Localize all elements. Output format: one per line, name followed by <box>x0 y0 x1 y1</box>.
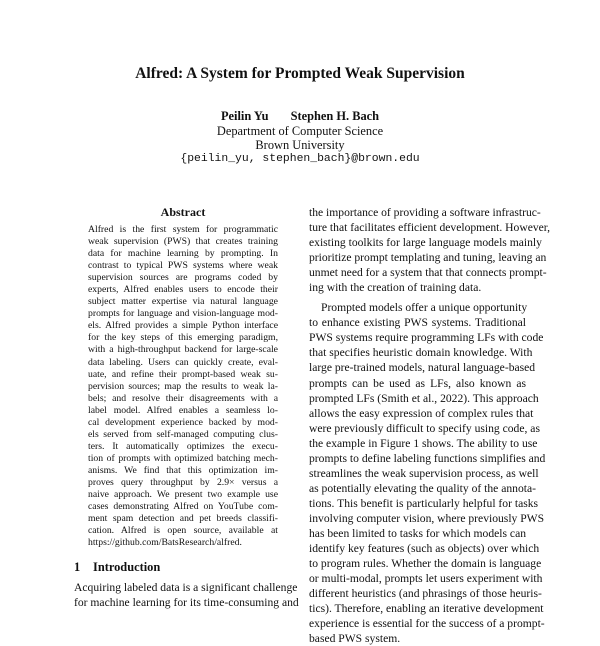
body-line: prompts can be used as LFs, also known as <box>309 376 526 390</box>
section-number: 1 <box>74 560 81 574</box>
section-title: Introduction <box>93 560 161 574</box>
body-paragraph <box>309 300 546 646</box>
body-line: experience is essential for the success of a prompt- <box>309 617 545 631</box>
body-paragraph <box>309 205 551 295</box>
body-line: unmet need for a system that that connects prompt- <box>309 266 547 280</box>
abstract-line: experts, Alfred enables users to encode their <box>88 284 278 296</box>
abstract-line: label model. Alfred enables a seamless lo- <box>88 404 278 416</box>
abstract-line[interactable]: https://github.com/BatsResearch/alfred. <box>88 537 242 549</box>
body-line: Prompted models offer a unique opportunity <box>321 301 528 315</box>
author-name: Stephen H. Bach <box>290 109 380 123</box>
body-line: involving computer vision, where previously PWS <box>309 511 545 525</box>
abstract-line: data labeling. Users can quickly create, eval- <box>88 356 278 368</box>
abstract-line: uate, and refine their prompt-based weak su- <box>88 368 278 380</box>
body-line: or multi-modal, prompts let users experiment with <box>309 572 543 586</box>
paper-title: Alfred: A System for Prompted Weak Supervision <box>135 65 465 82</box>
abstract-line: cal development experience backed by mod- <box>88 416 278 428</box>
abstract-heading: Abstract <box>160 205 206 219</box>
author-list <box>0 109 600 124</box>
body-line: tions. This benefit is particularly helpful for tasks <box>309 496 539 510</box>
abstract-line: for the key steps of this emerging paradigm, <box>88 332 278 344</box>
body-line: the importance of providing a software infrastruc- <box>309 206 541 219</box>
abstract-line: ters. It automatically optimizes the execu- <box>88 440 278 452</box>
body-line: based PWS system. <box>309 632 401 646</box>
body-line: were previously difficult to specify using code, as <box>309 421 540 435</box>
body-line: tics). Therefore, enabling an iterative development <box>309 602 544 616</box>
abstract-line: cases demonstrating Alfred on YouTube com- <box>88 501 278 513</box>
abstract-line: proves query throughput by 2.9× versus a <box>88 476 278 488</box>
introduction-right-column <box>309 205 551 646</box>
abstract-line: Alfred is the first system for programmatic <box>88 224 278 235</box>
abstract-line: cation. Alfred is open source, available at <box>88 525 278 537</box>
body-line: prioritize prompt templating and tuning, leaving an <box>309 251 547 265</box>
body-line: has been limited to tasks for which models can <box>309 526 527 540</box>
body-line: PWS systems require programming LFs with code <box>309 331 544 345</box>
section-heading-introduction <box>74 560 160 575</box>
abstract-line: subject matter expertise via natural language <box>88 296 278 308</box>
introduction-left-column <box>74 580 299 610</box>
body-line: for machine learning for its time-consuming and <box>74 596 299 610</box>
body-line: identify key features (such as objects) over which <box>309 542 540 556</box>
body-line: different heuristics (and phrasings of those heuris- <box>309 587 542 601</box>
body-line: Acquiring labeled data is a significant challenge <box>74 581 298 594</box>
body-line: streamlines the weak supervision process, as well <box>309 466 539 480</box>
abstract-line: pervision sources; map the results to weak la- <box>88 380 278 392</box>
author-email: {peilin_yu, stephen_bach}@brown.edu <box>180 153 420 165</box>
abstract-line: prompts for language and vision-language mod- <box>88 308 278 320</box>
body-line: allows the easy expression of complex rules that <box>309 406 534 420</box>
body-line: prompted LFs (Smith et al., 2022). This approach <box>309 391 539 405</box>
abstract-line: with a high-throughput backend for large-scale <box>88 344 278 356</box>
abstract-line: weak supervision (PWS) that creates training <box>88 236 278 248</box>
abstract-line: tion of prompts with optimized batching mech- <box>88 452 278 464</box>
abstract-body <box>88 224 278 549</box>
abstract-line: els. Alfred provides a simple Python interface <box>88 320 278 332</box>
abstract-line: bels; and resolve their disagreements with a <box>88 392 278 404</box>
body-line: to program rules. Whether the domain is language <box>309 557 542 571</box>
body-line: existing toolkits for large language models mainly <box>309 236 542 250</box>
body-line: that specifies heuristic domain knowledge. With <box>309 346 533 360</box>
abstract-line: anisms. We find that this optimization im- <box>88 464 278 476</box>
abstract-line: contrast to typical PWS systems where weak <box>88 260 278 272</box>
body-line: as potentially elevating the quality of the annota- <box>309 481 536 495</box>
body-line: large pre-trained models, natural language-based <box>309 361 536 375</box>
body-line: ing with the creation of training data. <box>309 281 482 295</box>
author-name: Peilin Yu <box>220 109 269 123</box>
author-department: Department of Computer Science <box>216 124 384 138</box>
body-line: prompts to define labeling functions simplifies and <box>309 451 546 465</box>
body-line: the example in Figure 1 shows. The ability to use <box>309 436 538 450</box>
abstract-line: ment spam detection and pet breeds classifi- <box>88 513 278 525</box>
abstract-line: naive approach. We present two example use <box>88 489 278 501</box>
abstract-line: data for machine learning by prompting. In <box>88 248 278 260</box>
body-line: ture that facilitates efficient development. However, <box>309 221 551 235</box>
abstract-line: supervision sources are programs coded by <box>88 272 278 284</box>
body-line: to enhance existing PWS systems. Traditional <box>309 316 526 330</box>
author-university: Brown University <box>255 138 345 152</box>
abstract-line: els served from self-managed computing clus- <box>88 428 278 440</box>
